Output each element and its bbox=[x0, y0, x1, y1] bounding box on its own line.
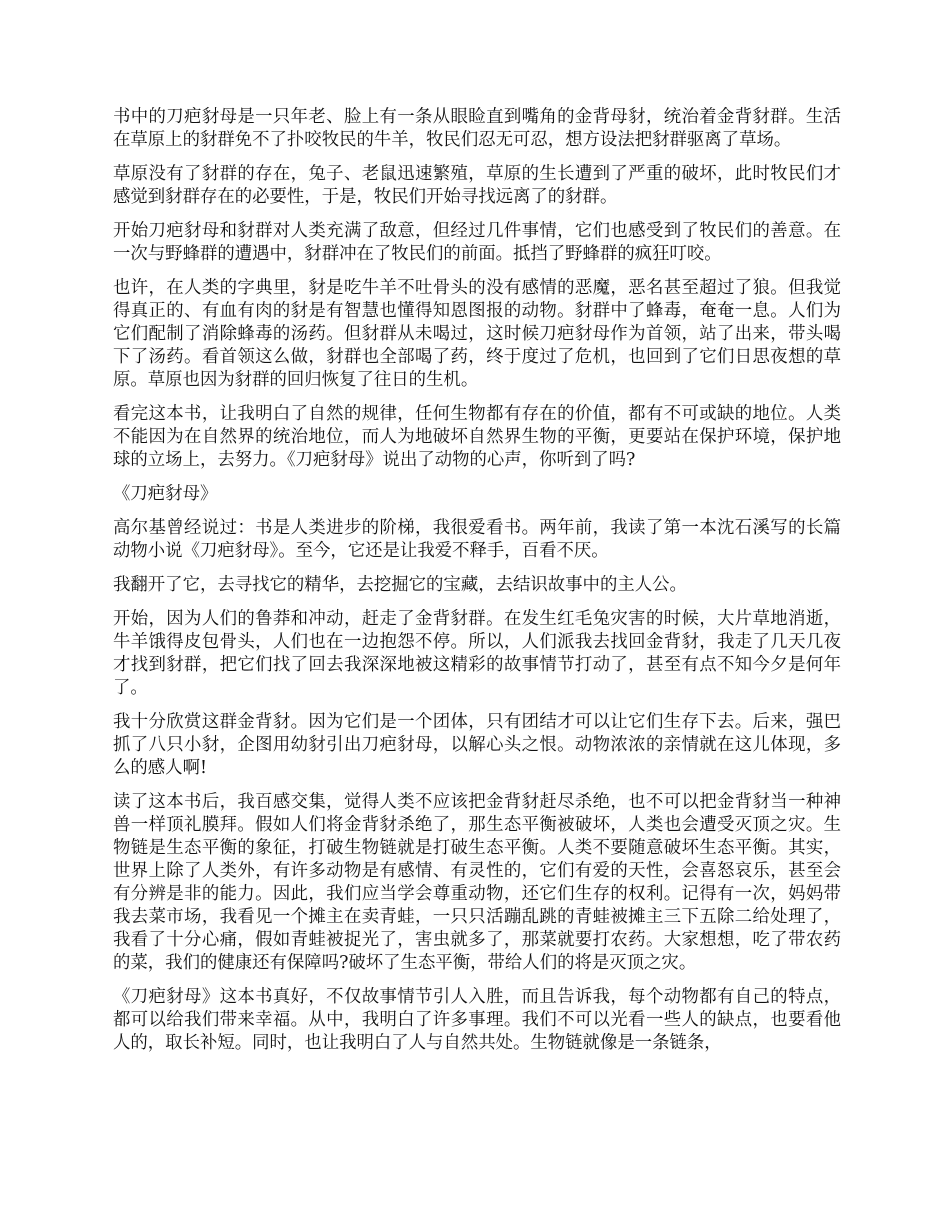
paragraph-10: 我十分欣赏这群金背豺。因为它们是一个团体，只有团结才可以让它们生存下去。后来，强巴抓了八只小豺，企图用幼豺引出刀疤豺母，以解心头之恨。动物浓浓的亲情就在这儿体现，多么的感人啊! bbox=[113, 712, 841, 778]
paragraph-4: 也许，在人类的字典里，豺是吃牛羊不吐骨头的没有感情的恶魔，恶名甚至超过了狼。但我觉得真正的、有血有肉的豺是有智慧也懂得知恩图报的动物。豺群中了蜂毒，奄奄一息。人们为它们配制了消除蜂毒的汤药。但豺群从未喝过，这时候刀疤豺母作为首领，站了出来，带头喝下了汤药。看首领这么做，豺群也全部喝了药，终于度过了危机，也回到了它们日思夜想的草原。草原也因为豺群的回归恢复了往日的生机。 bbox=[113, 278, 841, 390]
paragraph-1: 书中的刀疤豺母是一只年老、脸上有一条从眼睑直到嘴角的金背母豺，统治着金背豺群。生活在草原上的豺群免不了扑咬牧民的牛羊，牧民们忍无可忍，想方设法把豺群驱离了草场。 bbox=[113, 107, 841, 150]
paragraph-12: 《刀疤豺母》这本书真好，不仅故事情节引人入胜，而且告诉我，每个动物都有自己的特点，都可以给我们带来幸福。从中，我明白了许多事理。我们不可以光看一些人的缺点，也要看他人的，取长补短。同时，也让我明白了人与自然共处。生物链就像是一条链条， bbox=[113, 987, 841, 1053]
paragraph-9: 开始，因为人们的鲁莽和冲动，赶走了金背豺群。在发生红毛兔灾害的时候，大片草地消逝，牛羊饿得皮包骨头，人们也在一边抱怨不停。所以，人们派我去找回金背豺，我走了几天几夜才找到豺群，把它们找了回去我深深地被这精彩的故事情节打动了，甚至有点不知今夕是何年了。 bbox=[113, 609, 841, 698]
paragraph-3: 开始刀疤豺母和豺群对人类充满了敌意，但经过几件事情，它们也感受到了牧民们的善意。在一次与野蜂群的遭遇中，豺群冲在了牧民们的前面。抵挡了野蜂群的疯狂叮咬。 bbox=[113, 221, 841, 264]
section-title: 《刀疤豺母》 bbox=[113, 484, 218, 504]
paragraph-11: 读了这本书后，我百感交集，觉得人类不应该把金背豺赶尽杀绝，也不可以把金背豺当一种神兽一样顶礼膜拜。假如人们将金背豺杀绝了，那生态平衡被破坏，人类也会遭受灭顶之灾。生物链是生态平衡的象征，打破生物链就是打破生态平衡。人类不要随意破坏生态平衡。其实，世界上除了人类外，有许多动物是有感情、有灵性的，它们有爱的天性，会喜怒哀乐，甚至会有分辨是非的能力。因此，我们应当学会尊重动物，还它们生存的权利。记得有一次，妈妈带我去菜市场，我看见一个摊主在卖青蛙，一只只活蹦乱跳的青蛙被摊主三下五除二给处理了，我看了十分心痛，假如青蛙被捉光了，害虫就多了，那菜就要打农药。大家想想，吃了带农药的菜，我们的健康还有保障吗?破坏了生态平衡，带给人们的将是灭顶之灾。 bbox=[113, 792, 841, 973]
paragraph-5: 看完这本书，让我明白了自然的规律，任何生物都有存在的价值，都有不可或缺的地位。人类不能因为在自然界的统治地位，而人为地破坏自然界生物的平衡，更要站在保护环境，保护地球的立场上，去努力。《刀疤豺母》说出了动物的心声，你听到了吗? bbox=[113, 404, 841, 470]
paragraph-7: 高尔基曾经说过：书是人类进步的阶梯，我很爱看书。两年前，我读了第一本沈石溪写的长篇动物小说《刀疤豺母》。至今，它还是让我爱不释手，百看不厌。 bbox=[113, 518, 841, 561]
paragraph-8: 我翻开了它，去寻找它的精华，去挖掘它的宝藏，去结识故事中的主人公。 bbox=[113, 575, 687, 595]
paragraph-2: 草原没有了豺群的存在，兔子、老鼠迅速繁殖，草原的生长遭到了严重的破坏，此时牧民们才感觉到豺群存在的必要性，于是，牧民们开始寻找远离了的豺群。 bbox=[113, 164, 841, 207]
document-page bbox=[113, 106, 841, 1066]
